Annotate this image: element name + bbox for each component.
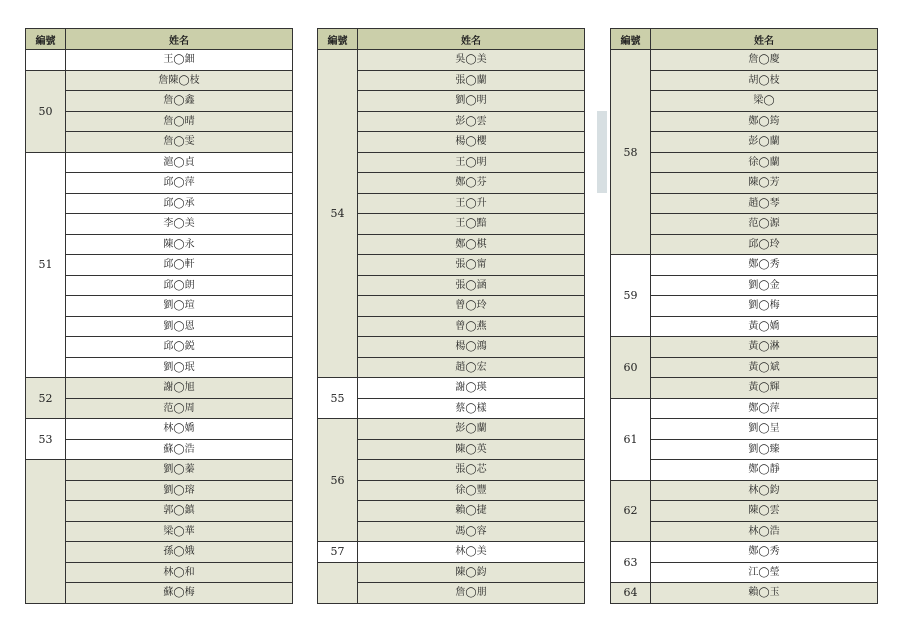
name-cell: 彭◯雲	[358, 111, 585, 132]
table-row	[611, 234, 878, 255]
table-row	[611, 521, 878, 542]
name-cell: 詹◯晴	[66, 111, 293, 132]
group-id-cell: 50	[26, 70, 66, 152]
table-row	[318, 70, 585, 91]
name-cell: 李◯美	[66, 214, 293, 235]
table-row	[611, 501, 878, 522]
table-row	[318, 296, 585, 317]
table-row	[611, 296, 878, 317]
name-cell: 詹◯朋	[358, 583, 585, 604]
table-row	[26, 398, 293, 419]
name-header: 姓名	[358, 29, 585, 50]
name-cell: 邱◯承	[66, 193, 293, 214]
group-id-cell: 61	[611, 398, 651, 480]
name-cell: 鄭◯秀	[651, 255, 878, 276]
name-cell: 吳◯美	[358, 50, 585, 71]
name-cell: 詹◯慶	[651, 50, 878, 71]
group-id-cell: 59	[611, 255, 651, 337]
table-row	[26, 542, 293, 563]
name-cell: 謝◯瑛	[358, 378, 585, 399]
table-row	[611, 111, 878, 132]
table-row	[318, 173, 585, 194]
table-row	[26, 214, 293, 235]
name-cell: 蔡◯樣	[358, 398, 585, 419]
table-row	[611, 562, 878, 583]
group-id-cell: 51	[26, 152, 66, 378]
table-row	[318, 378, 585, 399]
table-row	[318, 542, 585, 563]
name-cell: 徐◯豐	[358, 480, 585, 501]
roster-table-3	[610, 28, 878, 604]
name-cell: 劉◯珉	[66, 357, 293, 378]
name-cell: 陳◯英	[358, 439, 585, 460]
name-cell: 張◯芯	[358, 460, 585, 481]
name-cell: 滬◯貞	[66, 152, 293, 173]
table-row	[318, 275, 585, 296]
table-row	[26, 70, 293, 91]
name-cell: 劉◯金	[651, 275, 878, 296]
group-id-cell: 56	[318, 419, 358, 542]
name-cell: 梁◯華	[66, 521, 293, 542]
name-cell: 邱◯朗	[66, 275, 293, 296]
table-row	[26, 111, 293, 132]
name-cell: 劉◯蓁	[66, 460, 293, 481]
group-id-cell: 57	[318, 542, 358, 563]
name-cell: 鄭◯萍	[651, 398, 878, 419]
table-row	[318, 193, 585, 214]
name-cell: 林◯美	[358, 542, 585, 563]
name-cell: 馮◯容	[358, 521, 585, 542]
table-row	[318, 398, 585, 419]
group-id-cell	[318, 562, 358, 603]
name-cell: 詹陳◯枝	[66, 70, 293, 91]
name-cell: 賴◯捷	[358, 501, 585, 522]
table-row	[611, 316, 878, 337]
name-cell: 王◯黯	[358, 214, 585, 235]
table-row	[611, 152, 878, 173]
table-row	[26, 562, 293, 583]
table-row	[611, 542, 878, 563]
table-row	[26, 439, 293, 460]
table-row	[611, 70, 878, 91]
name-cell: 劉◯明	[358, 91, 585, 112]
name-cell: 林◯鈞	[651, 480, 878, 501]
group-id-cell: 52	[26, 378, 66, 419]
name-cell: 劉◯瑢	[66, 480, 293, 501]
table-row	[611, 50, 878, 71]
group-id-cell: 62	[611, 480, 651, 542]
name-cell: 范◯周	[66, 398, 293, 419]
name-cell: 陳◯雲	[651, 501, 878, 522]
name-cell: 鄭◯棋	[358, 234, 585, 255]
table-row	[26, 501, 293, 522]
name-cell: 詹◯雯	[66, 132, 293, 153]
table-row	[318, 337, 585, 358]
name-cell: 黃◯淋	[651, 337, 878, 358]
name-cell: 鄭◯秀	[651, 542, 878, 563]
name-cell: 蘇◯浩	[66, 439, 293, 460]
table-row	[26, 50, 293, 71]
name-cell: 劉◯瑄	[66, 296, 293, 317]
name-cell: 陳◯鈞	[358, 562, 585, 583]
table-row	[611, 132, 878, 153]
roster-table-2	[317, 28, 585, 604]
name-cell: 鄭◯芬	[358, 173, 585, 194]
table-row	[318, 521, 585, 542]
table-row	[26, 234, 293, 255]
name-cell: 王◯鈿	[66, 50, 293, 71]
table-row	[318, 439, 585, 460]
table-row	[26, 357, 293, 378]
name-cell: 郭◯鎮	[66, 501, 293, 522]
table-row	[611, 583, 878, 604]
table-row	[611, 480, 878, 501]
name-cell: 林◯浩	[651, 521, 878, 542]
table-row	[318, 214, 585, 235]
group-id-cell: 64	[611, 583, 651, 604]
group-id-cell: 60	[611, 337, 651, 399]
id-header: 編號	[611, 29, 651, 50]
id-header: 編號	[26, 29, 66, 50]
name-cell: 鄭◯靜	[651, 460, 878, 481]
table-row	[26, 337, 293, 358]
table-row	[318, 419, 585, 440]
group-id-cell	[26, 50, 66, 71]
table-row	[318, 562, 585, 583]
name-header: 姓名	[651, 29, 878, 50]
name-cell: 劉◯呈	[651, 419, 878, 440]
name-cell: 彭◯蘭	[358, 419, 585, 440]
table-row	[611, 193, 878, 214]
table-row	[26, 521, 293, 542]
name-cell: 謝◯旭	[66, 378, 293, 399]
name-cell: 劉◯恩	[66, 316, 293, 337]
table-row	[26, 296, 293, 317]
name-cell: 張◯涵	[358, 275, 585, 296]
table-row	[26, 255, 293, 276]
table-row	[318, 480, 585, 501]
name-cell: 曾◯玲	[358, 296, 585, 317]
table-row	[611, 439, 878, 460]
name-cell: 劉◯臻	[651, 439, 878, 460]
name-cell: 林◯嬌	[66, 419, 293, 440]
table-row	[318, 234, 585, 255]
table-row	[26, 460, 293, 481]
table-row	[26, 275, 293, 296]
table-row	[26, 173, 293, 194]
table-row	[26, 419, 293, 440]
table-row	[26, 378, 293, 399]
table-row	[318, 50, 585, 71]
table-row	[611, 398, 878, 419]
name-cell: 邱◯鋭	[66, 337, 293, 358]
name-cell: 陳◯永	[66, 234, 293, 255]
name-cell: 胡◯枝	[651, 70, 878, 91]
scroll-marker	[597, 111, 607, 193]
table-row	[318, 111, 585, 132]
table-row	[26, 193, 293, 214]
table-row	[611, 337, 878, 358]
name-cell: 趙◯宏	[358, 357, 585, 378]
table-row	[318, 357, 585, 378]
id-header: 編號	[318, 29, 358, 50]
group-id-cell: 54	[318, 50, 358, 378]
name-cell: 詹◯鑫	[66, 91, 293, 112]
group-id-cell: 58	[611, 50, 651, 255]
name-cell: 楊◯鴻	[358, 337, 585, 358]
name-header: 姓名	[66, 29, 293, 50]
name-cell: 江◯瑩	[651, 562, 878, 583]
name-cell: 彭◯蘭	[651, 132, 878, 153]
name-cell: 張◯甯	[358, 255, 585, 276]
name-cell: 徐◯蘭	[651, 152, 878, 173]
name-cell: 陳◯芳	[651, 173, 878, 194]
table-row	[318, 132, 585, 153]
name-cell: 邱◯萍	[66, 173, 293, 194]
table-row	[26, 152, 293, 173]
name-cell: 黃◯嬌	[651, 316, 878, 337]
name-cell: 林◯和	[66, 562, 293, 583]
name-cell: 王◯明	[358, 152, 585, 173]
table-row	[26, 583, 293, 604]
name-cell: 蘇◯梅	[66, 583, 293, 604]
group-id-cell: 53	[26, 419, 66, 460]
table-row	[26, 480, 293, 501]
table-row	[611, 357, 878, 378]
table-row	[318, 91, 585, 112]
table-row	[611, 91, 878, 112]
table-row	[318, 316, 585, 337]
name-cell: 黃◯輝	[651, 378, 878, 399]
name-cell: 范◯源	[651, 214, 878, 235]
table-row	[318, 501, 585, 522]
table-row	[611, 275, 878, 296]
group-id-cell: 55	[318, 378, 358, 419]
table-row	[318, 583, 585, 604]
name-cell: 王◯升	[358, 193, 585, 214]
name-cell: 梁◯	[651, 91, 878, 112]
table-row	[611, 173, 878, 194]
table-row	[26, 132, 293, 153]
roster-table-1	[25, 28, 293, 604]
name-cell: 楊◯櫻	[358, 132, 585, 153]
name-cell: 邱◯玲	[651, 234, 878, 255]
table-row	[611, 419, 878, 440]
table-row	[26, 91, 293, 112]
name-cell: 張◯蘭	[358, 70, 585, 91]
table-row	[318, 460, 585, 481]
table-row	[26, 316, 293, 337]
table-row	[611, 378, 878, 399]
name-cell: 鄭◯筠	[651, 111, 878, 132]
table-row	[611, 214, 878, 235]
name-cell: 趙◯琴	[651, 193, 878, 214]
table-row	[318, 152, 585, 173]
group-id-cell: 63	[611, 542, 651, 583]
name-cell: 賴◯玉	[651, 583, 878, 604]
table-row	[318, 255, 585, 276]
name-cell: 曾◯燕	[358, 316, 585, 337]
name-cell: 孫◯娥	[66, 542, 293, 563]
table-row	[611, 255, 878, 276]
name-cell: 黃◯斌	[651, 357, 878, 378]
name-cell: 劉◯梅	[651, 296, 878, 317]
name-cell: 邱◯軒	[66, 255, 293, 276]
table-row	[611, 460, 878, 481]
group-id-cell	[26, 460, 66, 604]
